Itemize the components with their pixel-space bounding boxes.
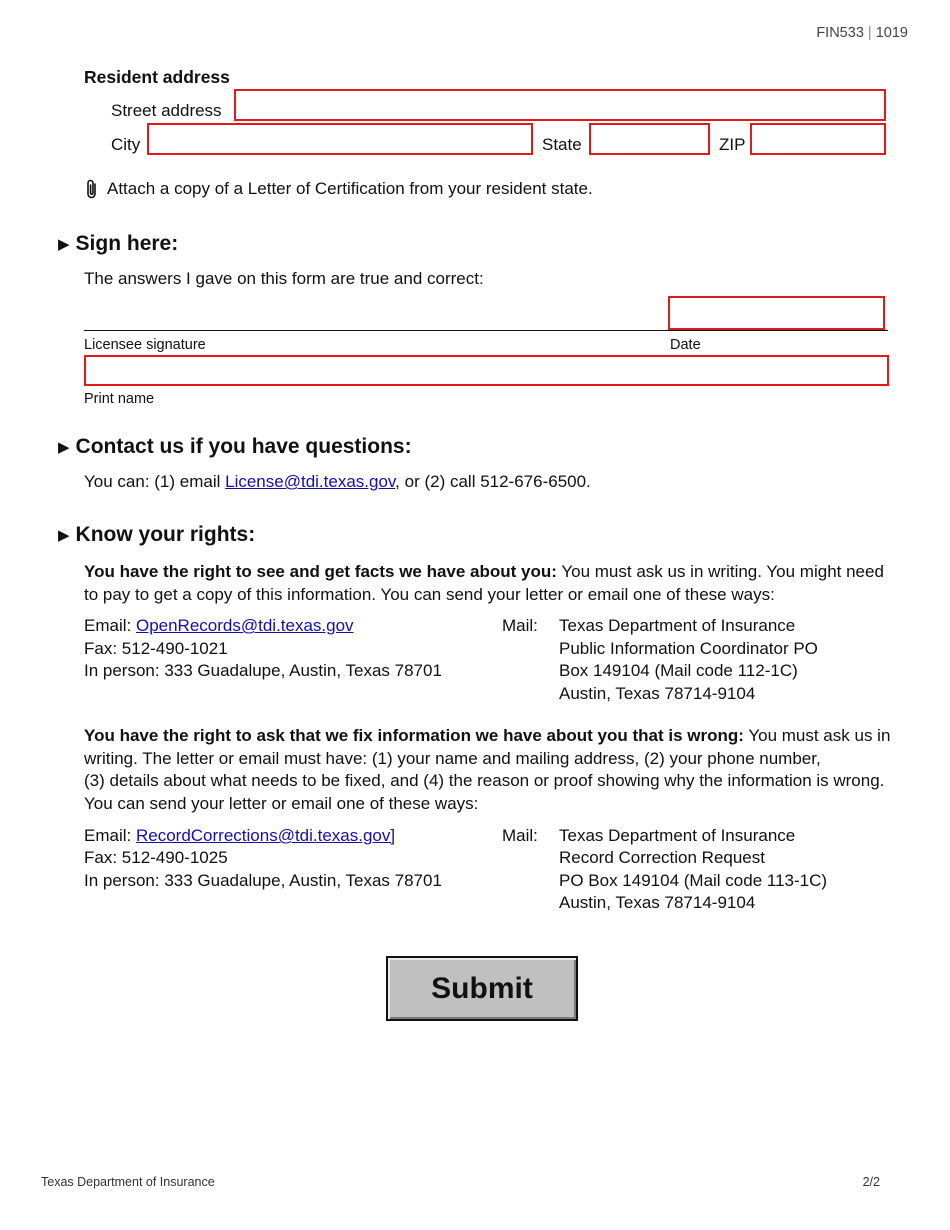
- email-label: Email:: [84, 616, 136, 635]
- fix-info-rest: You must ask us in: [743, 726, 891, 745]
- city-input[interactable]: [149, 125, 531, 153]
- see-facts-line-2: to pay to get a copy of this information. You can send your letter or email one of these ways:: [84, 584, 775, 604]
- zip-field[interactable]: [750, 123, 886, 155]
- state-input[interactable]: [591, 125, 708, 153]
- attestation-statement: The answers I gave on this form are true and correct:: [84, 269, 484, 288]
- see-facts-line-1: [84, 561, 900, 584]
- triangle-right-icon: ▶: [58, 439, 70, 456]
- form-id-separator: |: [867, 25, 872, 41]
- fix-info-line-1: [84, 725, 900, 748]
- form-id: [816, 25, 908, 41]
- record-corrections-email: [84, 826, 395, 846]
- street-address-label: Street address: [111, 101, 222, 120]
- record-corrections-mail-line: PO Box 149104 (Mail code 113-1C): [559, 871, 828, 890]
- record-corrections-email-link[interactable]: RecordCorrections@tdi.texas.gov]: [135, 826, 396, 845]
- open-records-mail-line: Public Information Coordinator PO: [559, 639, 818, 658]
- contact-heading-text: Contact us if you have questions:: [75, 435, 412, 458]
- city-label: City: [111, 135, 141, 154]
- open-records-mail-line: Texas Department of Insurance: [559, 616, 796, 635]
- contact-heading: [58, 435, 412, 459]
- open-records-email-link[interactable]: OpenRecords@tdi.texas.gov: [135, 616, 354, 635]
- submit-button[interactable]: Submit: [386, 956, 578, 1021]
- record-corrections-mail-line: Record Correction Request: [559, 848, 765, 867]
- form-version: 1019: [875, 25, 908, 41]
- open-records-mail-line: Box 149104 (Mail code 112-1C): [559, 661, 798, 680]
- record-corrections-mail-line: Austin, Texas 78714-9104: [559, 893, 756, 912]
- contact-prefix: You can: (1) email: [84, 472, 226, 491]
- print-name-input[interactable]: [86, 357, 887, 384]
- see-facts-paragraph: [84, 561, 900, 606]
- open-records-fax: Fax: 512-490-1021: [84, 639, 228, 658]
- signature-label: Licensee signature: [84, 337, 206, 353]
- fix-info-paragraph: [84, 725, 900, 815]
- zip-label: ZIP: [719, 135, 746, 154]
- triangle-right-icon: ▶: [58, 236, 70, 253]
- footer-org: Texas Department of Insurance: [41, 1175, 215, 1189]
- triangle-right-icon: ▶: [58, 527, 70, 544]
- print-name-label: Print name: [84, 391, 155, 407]
- record-corrections-fax: Fax: 512-490-1025: [84, 848, 228, 867]
- resident-address-heading: Resident address: [84, 67, 230, 87]
- print-name-field[interactable]: [84, 355, 889, 386]
- city-field[interactable]: [147, 123, 533, 155]
- open-records-mail-line: Austin, Texas 78714-9104: [559, 684, 756, 703]
- signature-line: [84, 330, 888, 331]
- contact-text: [84, 472, 591, 492]
- date-field[interactable]: [668, 296, 885, 330]
- open-records-mail-label: Mail:: [502, 616, 538, 635]
- email-label: Email:: [84, 826, 136, 845]
- record-corrections-mail-label: Mail:: [502, 826, 538, 845]
- license-email-link[interactable]: License@tdi.texas.gov: [225, 472, 396, 491]
- fix-info-line-3: (3) details about what needs to be fixed, and (4) the reason or proof showing why the information is wrong.: [84, 771, 885, 790]
- open-records-in-person: In person: 333 Guadalupe, Austin, Texas 78701: [84, 661, 442, 680]
- form-code: FIN533: [816, 25, 864, 41]
- record-corrections-mail-line: Texas Department of Insurance: [559, 826, 796, 845]
- sign-here-heading-text: Sign here:: [75, 232, 179, 255]
- fix-info-line-4: You can send your letter or email one of these ways:: [84, 793, 479, 813]
- fix-info-line-2: writing. The letter or email must have: (1) your name and mailing address, (2) your phone number,: [84, 748, 821, 768]
- street-address-input[interactable]: [236, 91, 884, 119]
- fix-info-bold: You have the right to ask that we fix information we have about you that is wrong:: [84, 726, 744, 745]
- sign-here-heading: [58, 232, 178, 256]
- record-corrections-in-person: In person: 333 Guadalupe, Austin, Texas 78701: [84, 871, 442, 890]
- see-facts-rest: You must ask us in writing. You might need: [556, 562, 884, 581]
- state-field[interactable]: [589, 123, 710, 155]
- contact-suffix: , or (2) call 512-676-6500.: [395, 472, 591, 491]
- zip-input[interactable]: [752, 125, 884, 153]
- rights-heading: [58, 523, 255, 547]
- date-input[interactable]: [670, 298, 883, 328]
- paperclip-icon: [84, 178, 100, 205]
- page-number: 2/2: [862, 1175, 880, 1189]
- street-address-field[interactable]: [234, 89, 886, 121]
- see-facts-bold: You have the right to see and get facts we have about you:: [84, 562, 557, 581]
- open-records-email: [84, 616, 354, 636]
- date-label: Date: [670, 337, 701, 353]
- attach-instruction: Attach a copy of a Letter of Certification from your resident state.: [107, 179, 593, 198]
- state-label: State: [542, 135, 582, 154]
- rights-heading-text: Know your rights:: [75, 523, 256, 546]
